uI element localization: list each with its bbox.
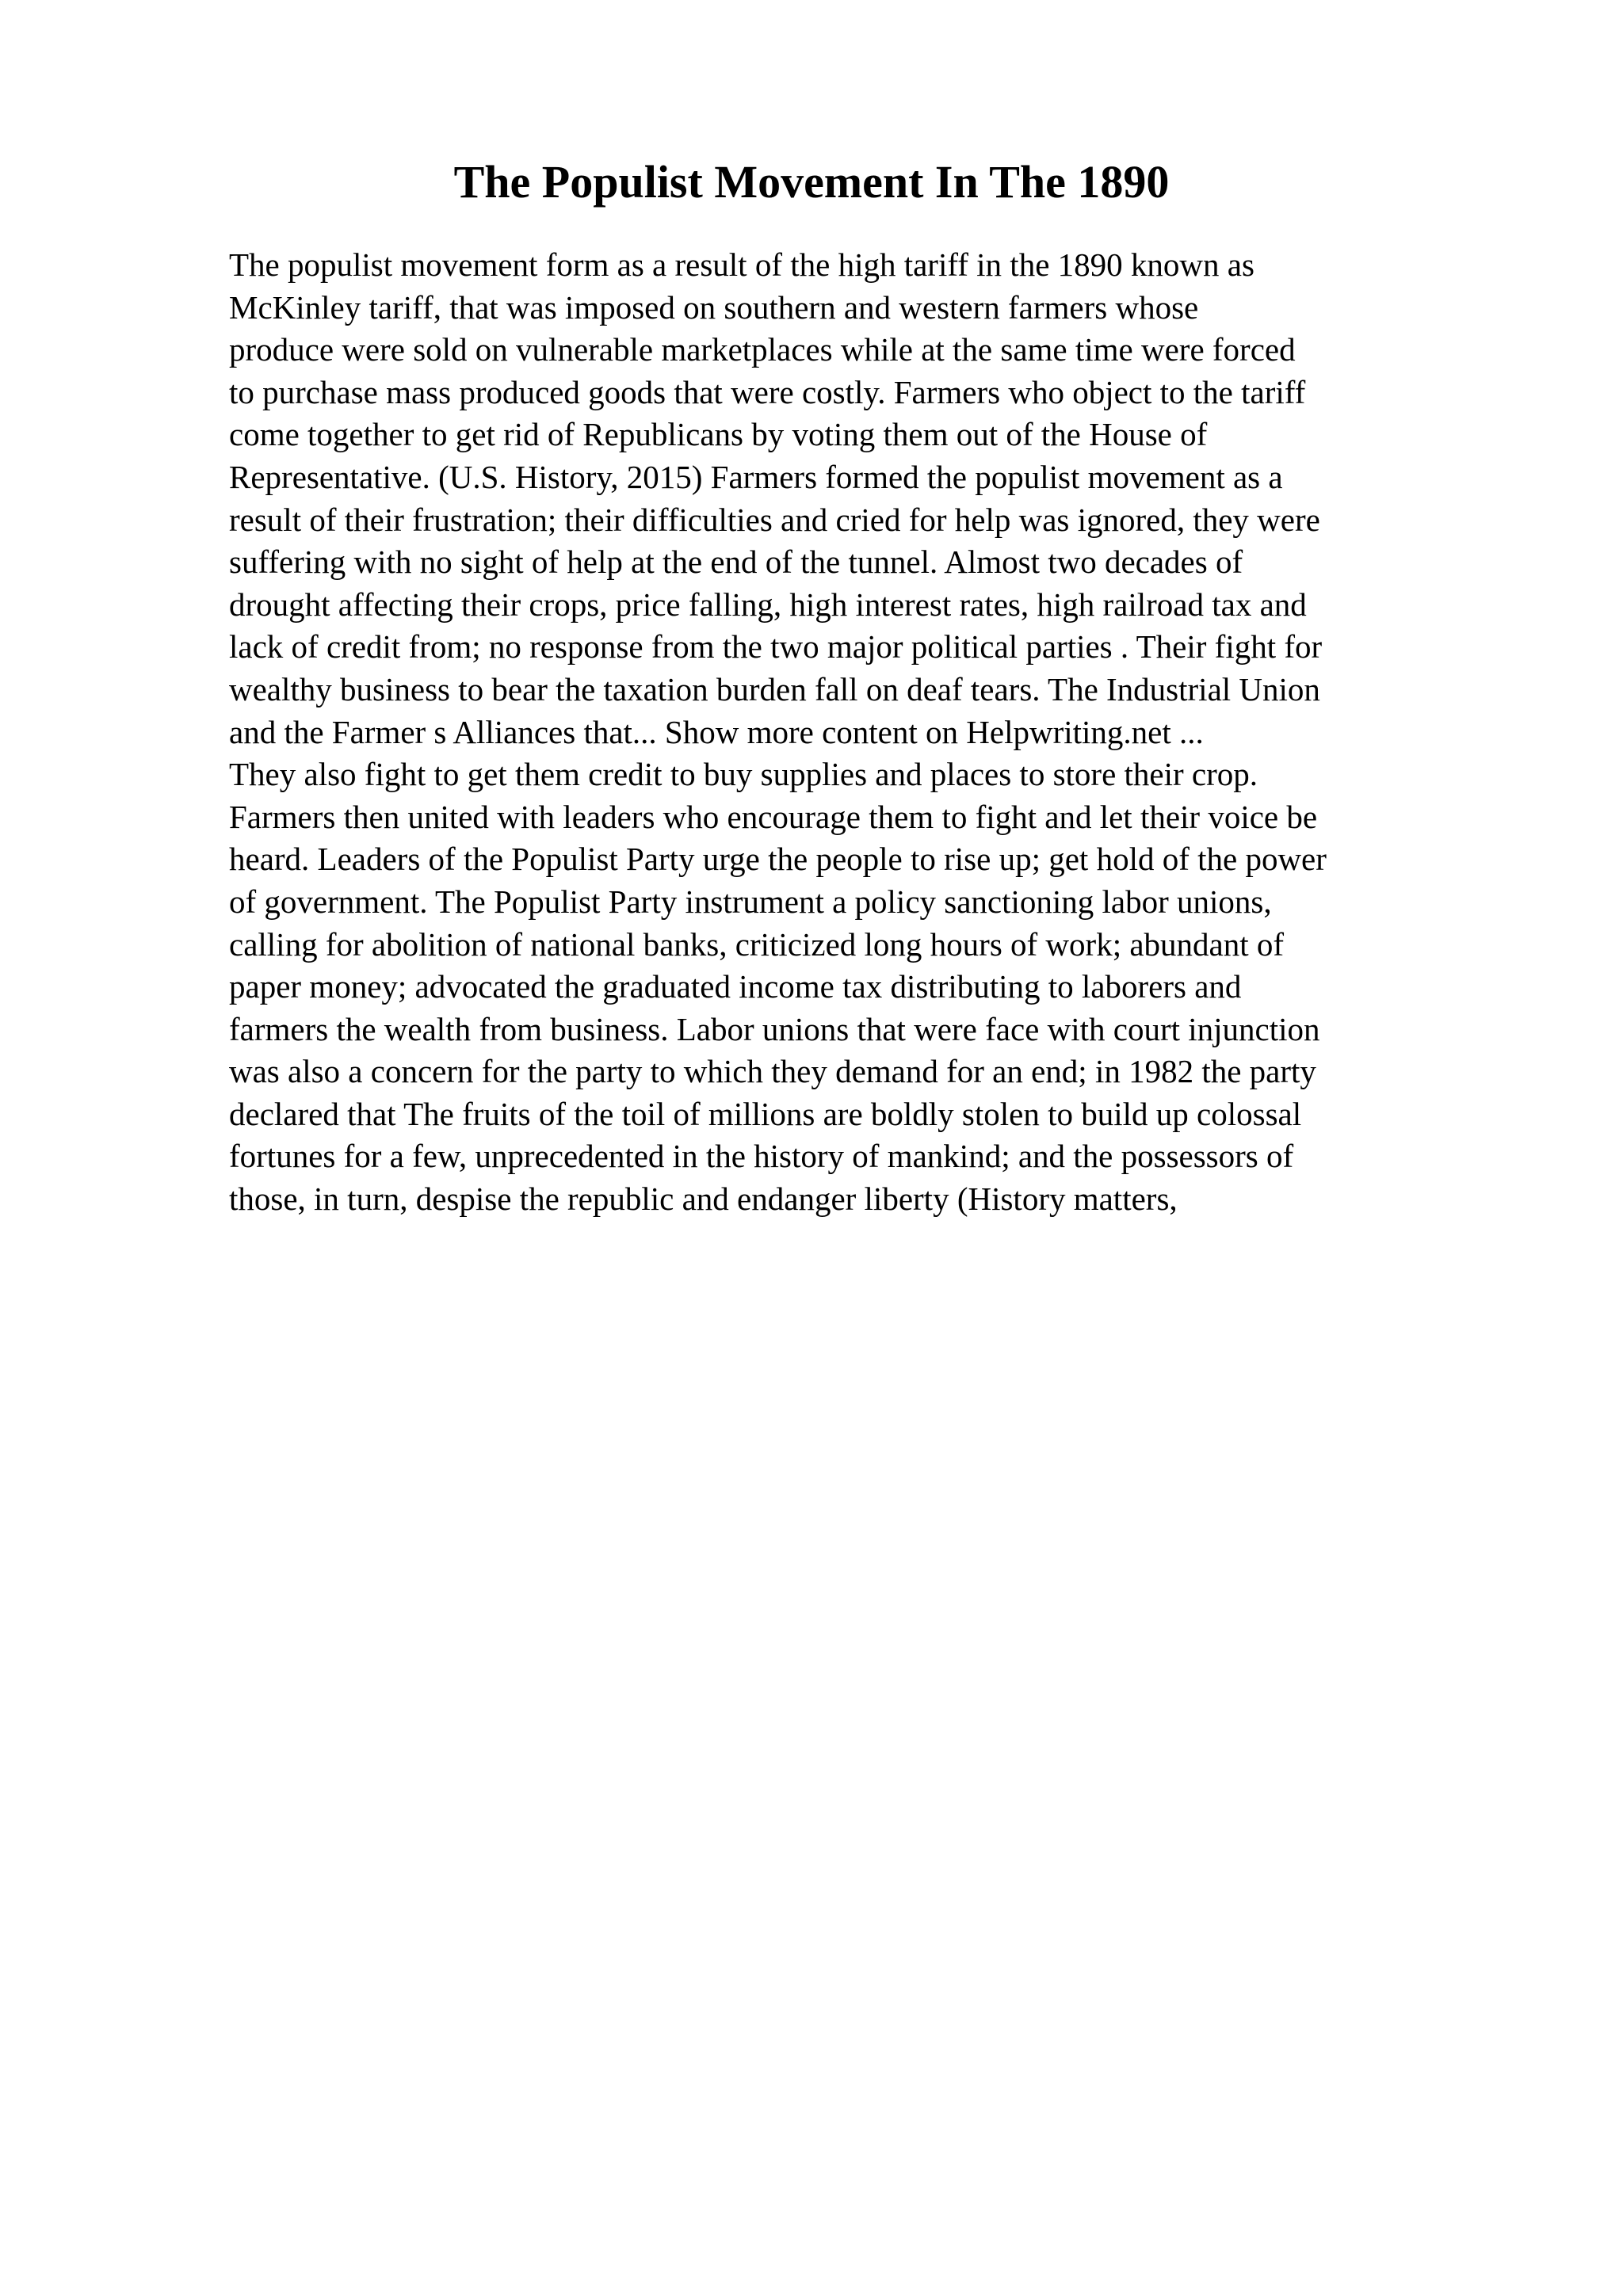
body-line: and the Farmer s Alliances that... Show more content on Helpwriting.net ... xyxy=(229,713,1204,750)
body-line: The populist movement form as a result of the high tariff in the 1890 known as xyxy=(229,246,1254,283)
body-line: produce were sold on vulnerable marketplaces while at the same time were forced xyxy=(229,331,1296,368)
body-line: come together to get rid of Republicans by voting them out of the House of xyxy=(229,416,1208,453)
body-line: Representative. (U.S. History, 2015) Farmers formed the populist movement as a xyxy=(229,458,1283,495)
body-line: They also fight to get them credit to buy supplies and places to store their crop. xyxy=(229,756,1258,793)
body-line: wealthy business to bear the taxation burden fall on deaf tears. The Industrial Union xyxy=(229,670,1320,707)
body-line: declared that The fruits of the toil of millions are boldly stolen to build up colossal xyxy=(229,1095,1302,1132)
body-line: fortunes for a few, unprecedented in the history of mankind; and the possessors of xyxy=(229,1138,1294,1175)
body-line: suffering with no sight of help at the end of the tunnel. Almost two decades of xyxy=(229,543,1243,581)
body-line: result of their frustration; their difficulties and cried for help was ignored, they were xyxy=(229,501,1320,538)
body-line: was also a concern for the party to which they demand for an end; in 1982 the party xyxy=(229,1053,1316,1090)
body-line: to purchase mass produced goods that were costly. Farmers who object to the tariff xyxy=(229,373,1306,410)
document-body xyxy=(229,244,1497,1221)
body-line: farmers the wealth from business. Labor unions that were face with court injunction xyxy=(229,1010,1320,1047)
document-title: The Populist Movement In The 1890 xyxy=(453,156,1170,208)
body-line: heard. Leaders of the Populist Party urge the people to rise up; get hold of the power xyxy=(229,841,1327,878)
body-line: those, in turn, despise the republic and endanger liberty (History matters, xyxy=(229,1180,1178,1218)
body-line: McKinley tariff, that was imposed on southern and western farmers whose xyxy=(229,288,1199,326)
body-line: Farmers then united with leaders who encourage them to fight and let their voice be xyxy=(229,798,1318,835)
body-line: calling for abolition of national banks, criticized long hours of work; abundant of xyxy=(229,925,1285,963)
body-line: paper money; advocated the graduated income tax distributing to laborers and xyxy=(229,968,1242,1005)
body-line: drought affecting their crops, price falling, high interest rates, high railroad tax and xyxy=(229,585,1307,623)
body-line: lack of credit from; no response from the two major political parties . Their fight for xyxy=(229,628,1323,666)
body-line: of government. The Populist Party instrument a policy sanctioning labor unions, xyxy=(229,883,1272,920)
